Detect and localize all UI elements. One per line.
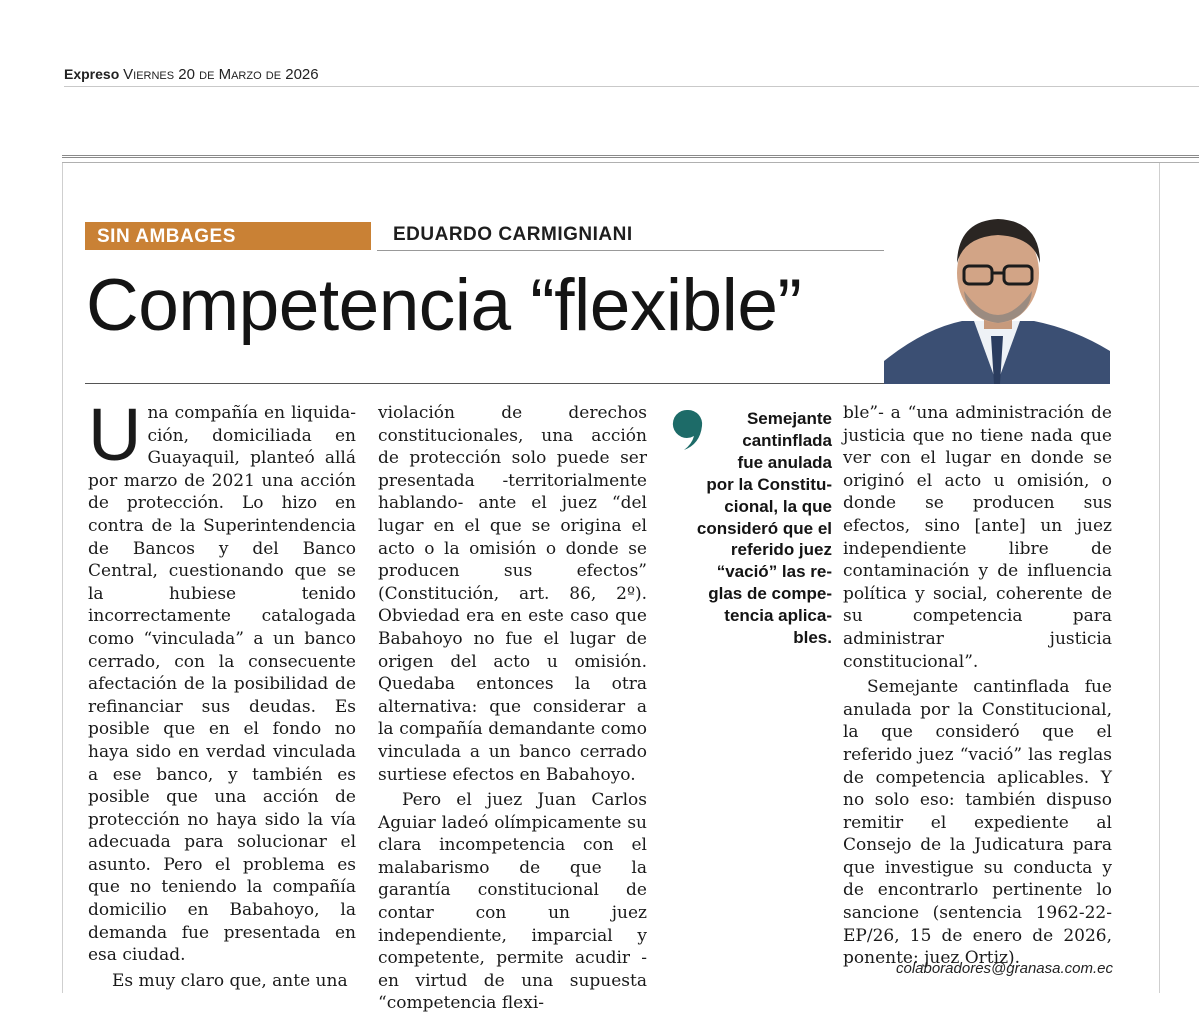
pull-quote-line: fue anulada [737,452,832,472]
pull-quote [672,408,832,649]
article-column-1 [88,393,356,992]
pull-quote-line: “vació” las re- [716,562,832,582]
issue-date: Viernes 20 de Marzo de 2026 [123,66,319,83]
body-paragraph: Semejante cantinflada fue anulada por la Constitucional, la que consideró que el referido juez “vació” las reglas de competencia aplicables. Y no solo eso: también dispuso remitir el expediente al Consejo de la Judicatura para que investigue su conducta y de encontrarlo pertinente lo sancione (sentencia 1962-22-EP/26, 15 de enero de 2026, ponente: juez Ortiz). [843,677,1112,969]
pull-quote-line: bles. [793,628,832,648]
masthead [64,66,319,83]
pull-quote-line: tencia aplica- [724,606,832,626]
left-column-rule [62,163,63,993]
author-email: colaboradores@granasa.com.ec [895,960,1113,977]
article-column-4 [843,402,1112,970]
drop-cap: U [88,393,142,476]
quote-mark-icon [672,408,704,452]
body-paragraph: Pero el juez Juan Carlos Aguiar ladeó olímpicamente su clara incompetencia con el malabarismo de que la garantía constitucional de contar con un juez independiente, imparcial y competente, permite acudir -en virtud de una supuesta “competencia flexi- [378,790,647,1014]
pull-quote-line: por la Constitu- [706,474,832,494]
article-column-2 [378,402,647,1015]
pull-quote-line: Semejante [746,409,832,428]
pull-quote-line: cional, la que [724,496,832,516]
pull-quote-line: consideró que el [696,518,832,538]
pull-quote-line: glas de compe- [708,584,832,604]
pull-quote-line: referido juez [730,540,832,560]
publication-name: Expreso [64,66,120,82]
body-paragraph: ble”- a “una administración de justicia que no tiene nada que ver con el lugar en donde se originó el acto u omisión, o donde se producen sus efectos, sino [ante] un juez independiente libre de contaminación y de influencia política y social, coherente de su competencia para administrar justicia constitucional”. [843,403,1112,672]
article-headline: Competencia “flexible” [86,265,802,346]
masthead-rule [64,86,1199,87]
body-paragraph: violación de derechos constitucionales, una acción de protección solo puede ser presentada -territorialmente hablando- ante el juez “del lugar en el que se origina el acto o la omisión o donde se producen sus efectos” (Constitución, art. 86, 2º). Obviedad era en este caso que Babahoyo no fue el lugar de origen del acto u omisión. Quedaba entonces la otra alternativa: que considerar a la compañía demandante como vinculada a un banco cerrado surtiese efectos en Babahoyo. [378,403,647,785]
section-kicker: SIN AMBAGES [85,222,371,250]
right-column-rule [1159,163,1160,993]
page-top-rule [62,155,1199,163]
body-paragraph: na compañía en liquida-ción, domiciliada en Guayaquil, planteó allá por marzo de 2021 una acción de protección. Lo hizo en contra de la Superintendencia de Bancos y del Banco Central, cuestionando que se la hubiese tenido incorrectamente catalogada como “vinculada” a un banco cerrado, con la consecuente afectación de la posibilidad de refinanciar sus deudas. Es posible que en el fondo no haya sido en verdad vinculada a ese banco, y también es posible que una acción de protección no haya sido la vía adecuada para solucionar el asunto. Pero el problema es que no teniendo la compañía domicilio en Babahoyo, la demanda fue presentada en esa ciudad. [88,403,356,966]
author-portrait [884,211,1110,384]
pull-quote-line: cantinflada [742,430,832,450]
body-paragraph: Es muy claro que, ante una [112,970,348,991]
author-name: EDUARDO CARMIGNIANI [393,224,633,245]
